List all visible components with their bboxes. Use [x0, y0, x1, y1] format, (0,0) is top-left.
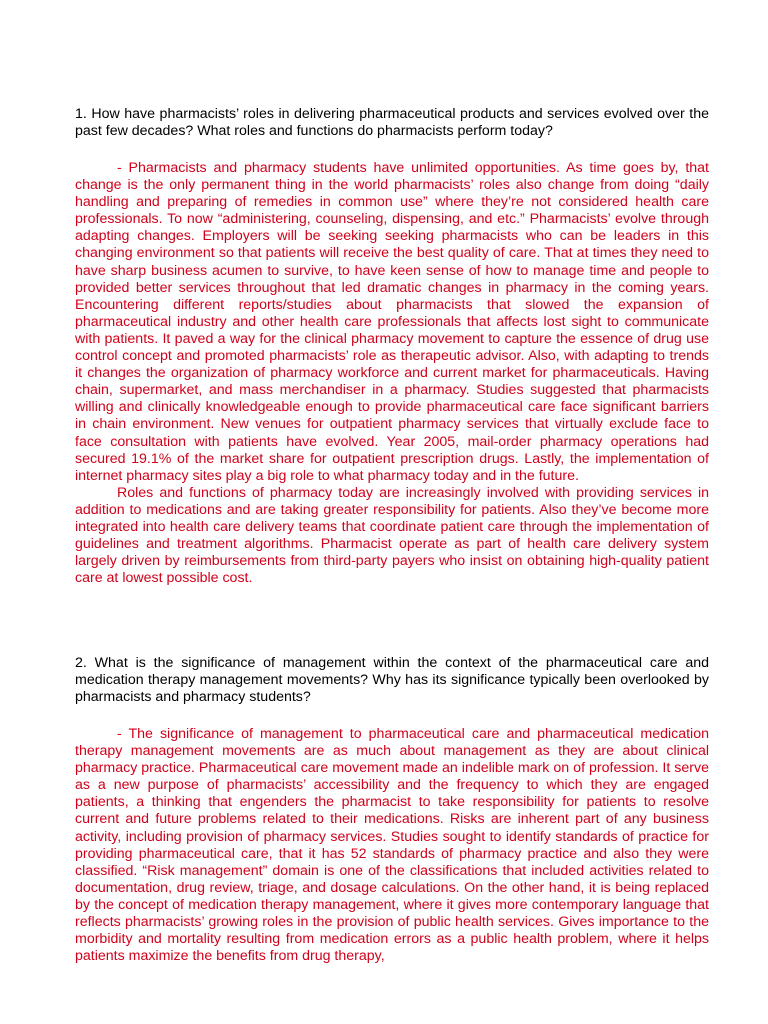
- answer-2-paragraph-1-text: - The significance of management to pharmaceutical care and pharmaceutical medication therapy management movements are as much about management as they are about clinical pharmacy practice. Pharmaceutical care movement made an indelible mark on of profession. It serve as a new purpose of pharmacists’ accessibility and the frequency to which they are engaged patients, a thinking that engenders the pharmacist to take responsibility for patients to resolve current and future problems related to their medications. Risks are inherent part of any business activity, including provision of pharmacy services. Studies sought to identify standards of practice for providing pharmaceutical care, that it has 52 standards of pharmacy practice and also they were classified. “Risk management” domain is one of the classifications that included activities related to documentation, drug review, triage, and dosage calculations. On the other hand, it is being replaced by the concept of medication therapy management, where it gives more contemporary language that reflects pharmacists’ growing roles in the provision of public health services. Gives importance to the morbidity and mortality resulting from medication errors as a public health problem, where it helps patients maximize the benefits from drug therapy,: [75, 726, 709, 965]
- question-2: 2. What is the significance of management within the context of the pharmaceutical care and medication therapy management movements? Why has its significance typically been overlooked by pharmacists and pharmacy students?: [75, 655, 709, 705]
- answer-1-paragraph-1-text: - Pharmacists and pharmacy students have unlimited opportunities. As time goes by, that change is the only permanent thing in the world pharmacists’ roles also change from doing “daily handling and preparing of remedies in common use” where they’re not considered health care professionals. To now “administering, counseling, dispensing, and etc.” Pharmacists’ evolve through adapting changes. Employers will be seeking seeking pharmacists who can be leaders in this changing environment so that patients will receive the best quality of care. That at times they need to have sharp business acumen to survive, to have keen sense of how to manage time and people to provided better services throughout that led dramatic changes in pharmacy in the coming years. Encountering different reports/studies about pharmacists that slowed the expansion of pharmaceutical industry and other health care professionals that affects lost sight to communicate with patients. It paved a way for the clinical pharmacy movement to capture the essence of drug use control concept and promoted pharmacists’ role as therapeutic advisor. Also, with adapting to trends it changes the organization of pharmacy workforce and current market for pharmaceuticals. Having chain, supermarket, and mass merchandiser in a pharmacy. Studies suggested that pharmacists willing and clinically knowledgeable enough to provide pharmaceutical care face significant barriers in chain environment. New venues for outpatient pharmacy services that virtually exclude face to face consultation with patients have evolved. Year 2005, mail-order pharmacy operations had secured 19.1% of the market share for outpatient prescription drugs. Lastly, the implementation of internet pharmacy sites play a big role to what pharmacy today and in the future.: [75, 160, 709, 484]
- answer-1-paragraph-2: [75, 485, 709, 588]
- question-1: 1. How have pharmacists’ roles in delivering pharmaceutical products and services evolved over the past few decades? What roles and functions do pharmacists perform today?: [75, 106, 709, 139]
- answer-1-paragraph-1: [75, 160, 709, 485]
- answer-1-paragraph-2-text: Roles and functions of pharmacy today are increasingly involved with providing services in addition to medications and are taking greater responsibility for patients. Also they’ve become more integrated into health care delivery teams that coordinate patient care through the implementation of guidelines and treatment algorithms. Pharmacist operate as part of health care delivery system largely driven by reimbursements from third-party payers who insist on obtaining high-quality patient care at lowest possible cost.: [75, 484, 709, 587]
- answer-2: [75, 726, 709, 965]
- answer-2-paragraph-1: [75, 726, 709, 965]
- answer-1: [75, 160, 709, 587]
